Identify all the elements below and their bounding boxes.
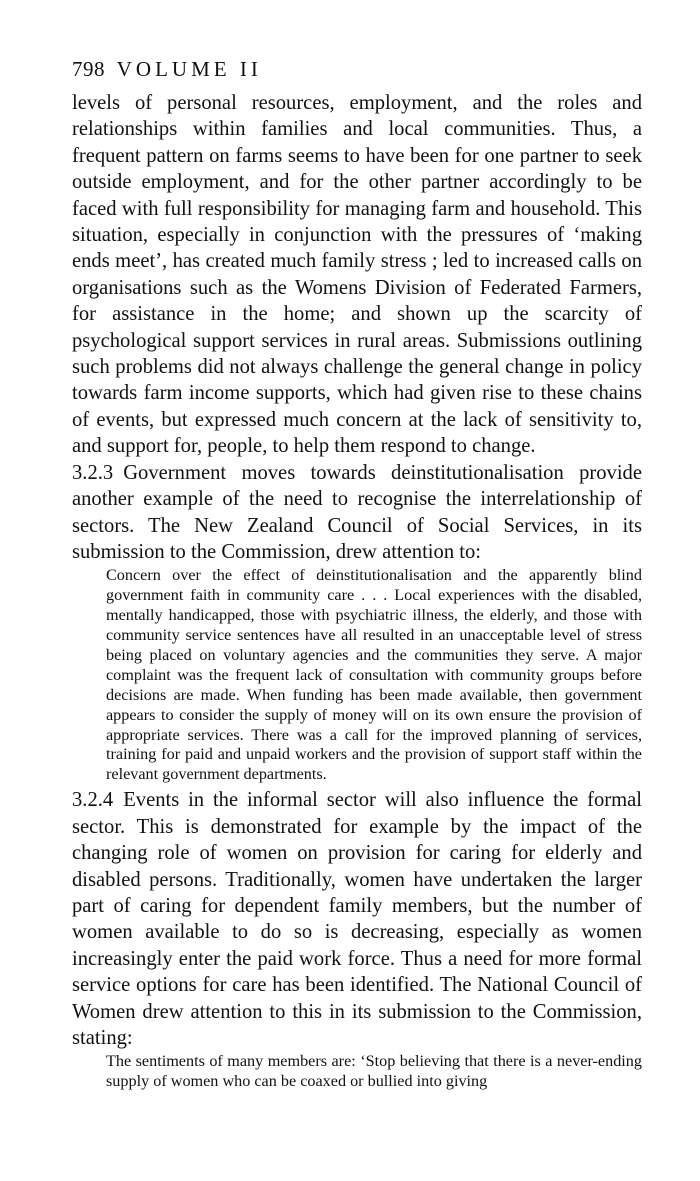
paragraph-3-2-4 bbox=[72, 787, 642, 1051]
section-number: 3.2.4 bbox=[72, 789, 114, 812]
page-number: 798 bbox=[72, 57, 105, 81]
paragraph-continued: levels of personal resources, employment, and the roles and relationships within families and local communities. Thus, a frequent pattern on farms seems to have been for one partner to seek outside employment, and for the other partner accordingly to be faced with full responsibility for managing farm and household. This situation, especially in conjunction with the pressures of ‘making ends meet’, has created much family stress ; led to increased calls on organisations such as the Womens Division of Federated Farmers, for assistance in the home; and shown up the scarcity of psychological support services in rural areas. Submissions outlining such problems did not always challenge the general change in policy towards farm income supports, which had given rise to these chains of events, but expressed much concern at the lack of sensitivity to, and support for, people, to help them respond to change. bbox=[72, 92, 642, 458]
paragraph-3-2-3 bbox=[72, 460, 642, 566]
section-text: Events in the informal sector will also influence the formal sector. This is demonstrated for example by the impact of the changing role of women on provision for caring for elderly and disabled persons. Traditionally, women have undertaken the larger part of caring for dependent family members, but the number of women available to do so is decreasing, especially as women increasingly enter the paid work force. Thus a need for more formal service options for care has been identified. The National Council of Women drew attention to this in its submission to the Commission, stating: bbox=[72, 789, 642, 1049]
volume-label: VOLUME II bbox=[116, 57, 262, 81]
block-quote-ncw: The sentiments of many members are: ‘Stop believing that there is a never-ending supply of women who can be coaxed or bullied into giving bbox=[106, 1052, 642, 1091]
running-head bbox=[72, 56, 642, 82]
section-number: 3.2.3 bbox=[72, 461, 114, 484]
section-text: Government moves towards deinstitutionalisation provide another example of the need to recognise the interrelationship of sectors. The New Zealand Council of Social Services, in its submission to the Commission, drew attention to: bbox=[72, 461, 642, 563]
block-quote-nzcoss: Concern over the effect of deinstitutionalisation and the apparently blind government faith in community care . . . Local experiences with the disabled, mentally handicapped, those with psychiatric illness, the elderly, and those with community service sentences have all resulted in an unacceptable level of stress being placed on voluntary agencies and the communities they serve. A major complaint was the frequent lack of consultation with community groups before decisions are made. When funding has been made available, then government appears to consider the supply of money will on its own ensure the provision of appropriate services. There was a call for the improved planning of services, training for paid and unpaid workers and the provision of support staff within the relevant government departments. bbox=[106, 566, 642, 784]
